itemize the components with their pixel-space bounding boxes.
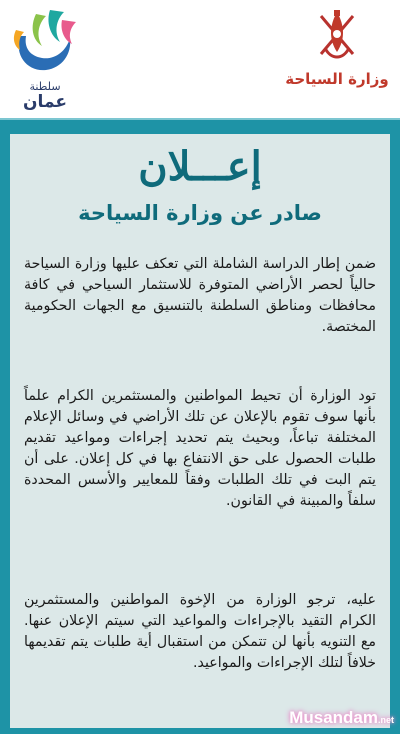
oman-emblem-icon bbox=[315, 8, 359, 64]
watermark-suffix-text: .net bbox=[377, 715, 394, 725]
announcement-paragraph-2: تود الوزارة أن تحيط المواطنين والمستثمرين الكرام علماً بأنها سوف تقوم بالإعلان عن تلك الأراضي في وسائل الإعلام المختلفة تباعاً، وبحيث يتم تحديد إجراءات ومواعيد تقديم طلبات الحصول على حق الانتفاع بها في كل إعلان. على أن يتم البت في تلك الطلبات وفقاً للمعايير والأسس المحددة سلفاً والمبينة في القانون. bbox=[24, 388, 376, 509]
oman-brand-logo bbox=[6, 6, 84, 110]
ministry-logo bbox=[282, 8, 392, 108]
header bbox=[0, 0, 400, 118]
musandam-watermark bbox=[289, 708, 394, 728]
announcement-paragraph-3: عليه، ترجو الوزارة من الإخوة المواطنين والمستثمرين الكرام التقيد بالإجراءات والمواعيد التي سيتم الإعلان عنها. مع التنويه بأنها لن تتمكن من استقبال أية طلبات يتم تقديمها خلافاً لتلك الإجراءات والمواعيد. bbox=[24, 592, 376, 671]
announcement-subtitle: صادر عن وزارة السياحة bbox=[78, 201, 322, 225]
announcement-paragraph-1: ضمن إطار الدراسة الشاملة التي تعكف عليها وزارة السياحة حالياً لحصر الأراضي المتوفرة للاستثمار السياحي في كافة محافظات ومناطق السلطنة بالتنسيق مع الجهات الحكومية المختصة. bbox=[24, 256, 376, 335]
oman-brand-mark-icon bbox=[6, 6, 84, 80]
ministry-name: وزارة السياحة bbox=[285, 70, 389, 88]
announcement-card bbox=[10, 134, 390, 728]
announcement-title: إعـــلان bbox=[138, 143, 262, 190]
brand-line-sultanate: سلطنة bbox=[29, 80, 61, 93]
oman-brand-text bbox=[6, 80, 84, 112]
brand-line-oman: عمان bbox=[23, 92, 67, 112]
watermark-main-text: Musandam bbox=[289, 708, 378, 727]
announcement-panel bbox=[0, 118, 400, 734]
